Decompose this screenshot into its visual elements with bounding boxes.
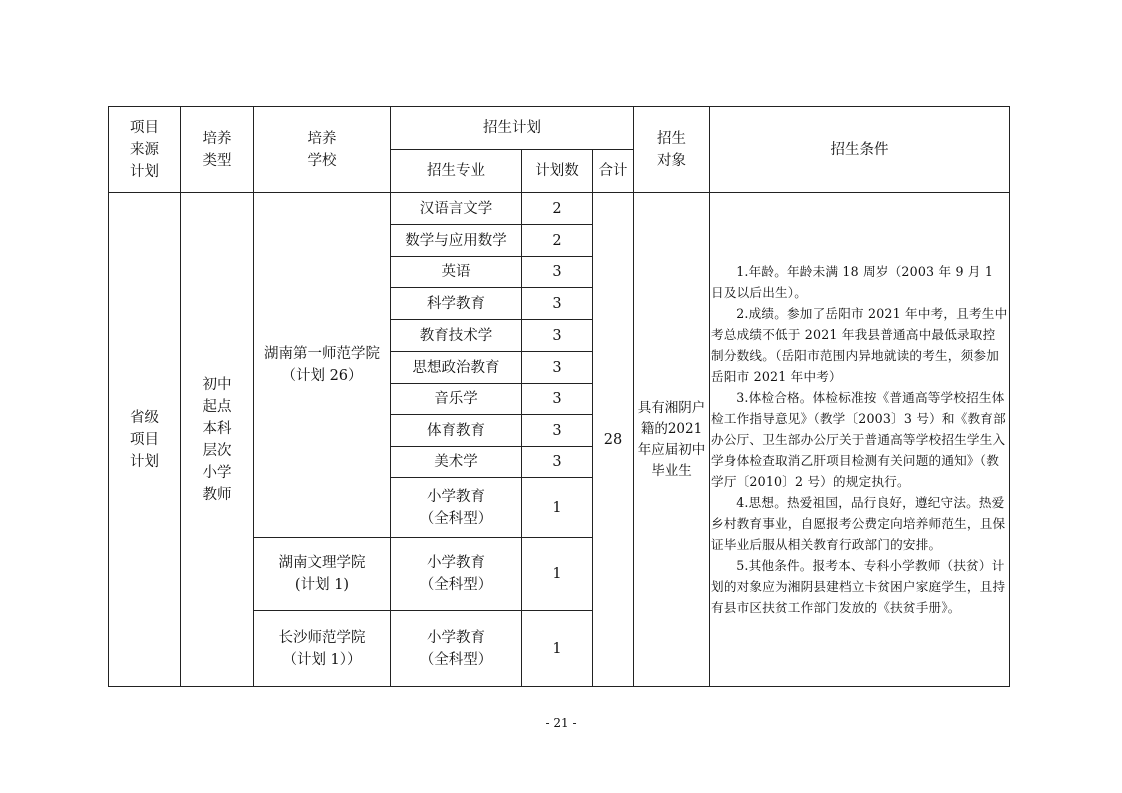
count-cell: 2 <box>522 225 593 257</box>
header-train-school: 培养 学校 <box>254 107 391 193</box>
major-cell: 英语 <box>391 257 522 288</box>
school-cell-changsha-normal: 长沙师范学院 （计划 1）） <box>254 611 391 687</box>
condition-score: 2.成绩。参加了岳阳市 2021 年中考，且考生中考总成绩不低于 2021 年我县普通高中最低录取控制分数线。（岳阳市范围内异地就读的考生，须参加岳阳市 2021 年中考） <box>711 306 1008 384</box>
count-cell: 3 <box>522 415 593 447</box>
count-cell: 1 <box>522 478 593 538</box>
condition-health: 3.体检合格。体检标准按《普通高等学校招生体检工作指导意见》（教学〔2003〕3 号）和《教育部办公厅、卫生部办公厅关于普通高等学校招生学生入学身体检查取消乙肝项目检测有关问题的通知》（教学厅〔2010〕2 号）的规定执行。 <box>711 390 1006 489</box>
major-cell: 科学教育 <box>391 288 522 320</box>
source-plan-cell: 省级 项目 计划 <box>109 193 181 687</box>
count-cell: 3 <box>522 384 593 415</box>
conditions-cell <box>710 193 1010 687</box>
header-plan-group: 招生计划 <box>391 107 634 150</box>
condition-other: 5.其他条件。报考本、专科小学教师（扶贫）计划的对象应为湘阴县建档立卡贫困户家庭学生，且持有县市区扶贫工作部门发放的《扶贫手册》。 <box>711 558 1006 615</box>
major-cell: 小学教育 （全科型） <box>391 538 522 611</box>
target-cell: 具有湘阴户籍的2021年应届初中毕业生 <box>634 193 710 687</box>
total-cell: 28 <box>593 193 634 687</box>
condition-age: 1.年龄。年龄未满 18 周岁（2003 年 9 月 1 日及以后出生）。 <box>711 264 994 300</box>
page-number: - 21 - <box>545 716 577 730</box>
major-cell: 小学教育 （全科型） <box>391 478 522 538</box>
count-cell: 3 <box>522 447 593 478</box>
major-cell: 美术学 <box>391 447 522 478</box>
count-cell: 3 <box>522 257 593 288</box>
count-cell: 1 <box>522 538 593 611</box>
count-cell: 3 <box>522 320 593 352</box>
count-cell: 3 <box>522 352 593 384</box>
major-cell: 小学教育 （全科型） <box>391 611 522 687</box>
header-total: 合计 <box>593 150 634 193</box>
header-train-type: 培养 类型 <box>181 107 254 193</box>
major-cell: 教育技术学 <box>391 320 522 352</box>
header-source-plan: 项目 来源 计划 <box>109 107 181 193</box>
count-cell: 1 <box>522 611 593 687</box>
header-target: 招生 对象 <box>634 107 710 193</box>
school-cell-hunan-first-normal: 湖南第一师范学院 （计划 26） <box>254 193 391 538</box>
condition-ideology: 4.思想。热爱祖国，品行良好，遵纪守法。热爱乡村教育事业，自愿报考公费定向培养师范生，且保证毕业后服从相关教育行政部门的安排。 <box>711 495 1006 552</box>
major-cell: 汉语言文学 <box>391 193 522 225</box>
header-conditions: 招生条件 <box>710 107 1010 193</box>
header-major: 招生专业 <box>391 150 522 193</box>
header-plan-count: 计划数 <box>522 150 593 193</box>
major-cell: 体育教育 <box>391 415 522 447</box>
major-cell: 思想政治教育 <box>391 352 522 384</box>
count-cell: 2 <box>522 193 593 225</box>
major-cell: 音乐学 <box>391 384 522 415</box>
major-cell: 数学与应用数学 <box>391 225 522 257</box>
train-type-cell: 初中 起点 本科 层次 小学 教师 <box>181 193 254 687</box>
school-cell-hunan-arts-science: 湖南文理学院 (计划 1) <box>254 538 391 611</box>
count-cell: 3 <box>522 288 593 320</box>
enrollment-plan-table <box>108 106 1010 687</box>
